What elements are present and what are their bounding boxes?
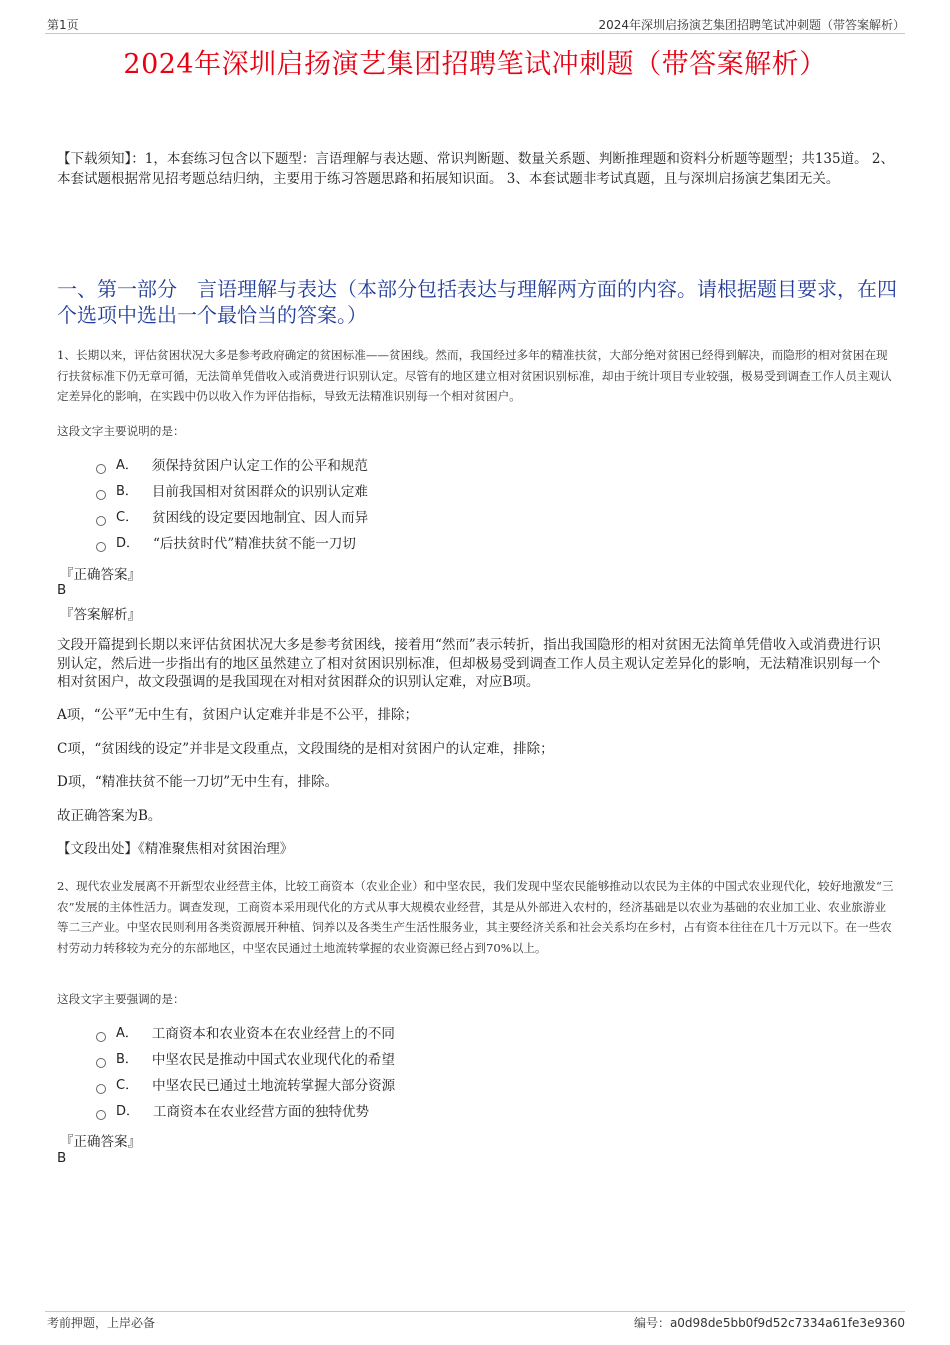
option-text: 目前我国相对贫困群众的识别认定难 <box>151 484 368 500</box>
option-text: “后扶贫时代”精准扶贫不能一刀切 <box>153 536 356 552</box>
radio-icon[interactable] <box>96 490 106 500</box>
option-text: 中坚农民是推动中国式农业现代化的希望 <box>151 1052 395 1068</box>
question-2-option-d[interactable] <box>96 1102 369 1122</box>
header-doc-title: 2024年深圳启扬演艺集团招聘笔试冲刺题（带答案解析） <box>598 18 905 32</box>
option-letter: B． <box>116 484 138 499</box>
download-notice: 【下载须知】：1，本套练习包含以下题型：言语理解与表达题、常识判断题、数量关系题、判断推理题和资料分析题等题型；共135道。 2、本套试题根据常见招考题总结归纳，主要用于练习答题思路和拓展知识面。 3、本套试题非考试真题，且与深圳启扬演艺集团无关。 <box>57 151 894 187</box>
footer-slogan: 考前押题，上岸必备 <box>47 1316 156 1330</box>
option-text: 贫困线的设定要因地制宜、因人而异 <box>152 510 369 526</box>
question-1-option-d[interactable] <box>96 534 356 554</box>
option-letter: D． <box>116 536 140 551</box>
analysis-option-c-note: C项，“贫困线的设定”并非是文段重点，文段围绕的是相对贫困户的认定难，排除； <box>57 741 554 757</box>
radio-icon[interactable] <box>96 1084 106 1094</box>
analysis-conclusion: 故正确答案为B。 <box>57 808 162 824</box>
radio-icon[interactable] <box>96 464 106 474</box>
footer-doc-id: 编号：a0d98de5bb0f9d52c7334a61fe3e9360 <box>633 1316 905 1330</box>
radio-icon[interactable] <box>96 542 106 552</box>
correct-answer-label: 『正确答案』 <box>60 567 141 583</box>
page-title: 2024年深圳启扬演艺集团招聘笔试冲刺题（带答案解析） <box>123 49 827 80</box>
section-heading: 一、第一部分 言语理解与表达（本部分包括表达与理解两方面的内容。请根据题目要求，在四个选项中选出一个最恰当的答案。） <box>57 277 897 327</box>
option-letter: A． <box>116 1026 138 1041</box>
correct-answer-label: 『正确答案』 <box>60 1134 141 1150</box>
option-text: 中坚农民已通过土地流转掌握大部分资源 <box>152 1078 396 1094</box>
question-2-passage: 2、现代农业发展离不开新型农业经营主体，比较工商资本（农业企业）和中坚农民，我们发现中坚农民能够推动以农民为主体的中国式农业现代化，较好地激发“三农”发展的主体性活力。调查发现，工商资本采用现代化的方式从事大规模农业经营，其是从外部进入农村的，经济基础是以农业为基础的农业加工业、农业旅游业等二三产业。中坚农民则利用各类资源展开种植、饲养以及各类生产生活性服务业，其主要经济关系和社会关系均在乡村，占有资本往往在几十万元以下。在一些农村劳动力转移较为充分的东部地区，中坚农民通过土地流转掌握的农业资源已经占到70%以上。 <box>57 879 894 955</box>
option-letter: B． <box>116 1052 138 1067</box>
option-letter: D． <box>116 1104 140 1119</box>
option-letter: C． <box>116 1078 139 1093</box>
header-divider <box>45 33 905 34</box>
correct-answer-value: B <box>57 1150 67 1166</box>
question-2-prompt: 这段文字主要强调的是： <box>57 992 185 1006</box>
question-2-option-a[interactable] <box>96 1024 395 1044</box>
analysis-text: 文段开篇提到长期以来评估贫困状况大多是参考贫困线，接着用“然而”表示转折，指出我国隐形的相对贫困无法简单凭借收入或消费进行识别认定，然后进一步指出有的地区虽然建立了相对贫困识别标准，但却极易受到调查工作人员主观认定差异化的影响，无法精准识别每一个相对贫困户，故文段强调的是我国现在对相对贫困群众的识别认定难，对应B项。 <box>57 637 881 690</box>
option-text: 须保持贫困户认定工作的公平和规范 <box>151 458 368 474</box>
question-1-option-b[interactable] <box>96 482 368 502</box>
question-1-option-c[interactable] <box>96 508 368 528</box>
option-letter: C． <box>116 510 139 525</box>
radio-icon[interactable] <box>96 1058 106 1068</box>
option-letter: A． <box>116 458 138 473</box>
question-2-option-c[interactable] <box>96 1076 395 1096</box>
option-text: 工商资本和农业资本在农业经营上的不同 <box>151 1026 395 1042</box>
question-1-option-a[interactable] <box>96 456 368 476</box>
radio-icon[interactable] <box>96 516 106 526</box>
analysis-option-a-note: A项，“公平”无中生有，贫困户认定难并非是不公平，排除； <box>57 707 419 723</box>
passage-source: 【文段出处】《精准聚焦相对贫困治理》 <box>57 841 294 857</box>
option-text: 工商资本在农业经营方面的独特优势 <box>153 1104 370 1120</box>
analysis-option-d-note: D项，“精准扶贫不能一刀切”无中生有，排除。 <box>57 774 339 790</box>
analysis-label: 『答案解析』 <box>60 607 141 623</box>
question-1-passage: 1、长期以来，评估贫困状况大多是参考政府确定的贫困标准——贫困线。然而，我国经过多年的精准扶贫，大部分绝对贫困已经得到解决，而隐形的相对贫困在现行扶贫标准下仍无章可循，无法简单凭借收入或消费进行识别认定。尽管有的地区建立相对贫困识别标准，却由于统计项目专业较强，极易受到调查工作人员主观认定差异化的影响，在实践中仍以收入作为评估指标，导致无法精准识别每一个相对贫困户。 <box>57 348 892 403</box>
question-2-option-b[interactable] <box>96 1050 395 1070</box>
radio-icon[interactable] <box>96 1032 106 1042</box>
correct-answer-value: B <box>57 582 67 598</box>
radio-icon[interactable] <box>96 1110 106 1120</box>
footer-divider <box>45 1311 905 1312</box>
header-page-number: 第1页 <box>47 18 79 32</box>
question-1-prompt: 这段文字主要说明的是： <box>57 424 185 438</box>
